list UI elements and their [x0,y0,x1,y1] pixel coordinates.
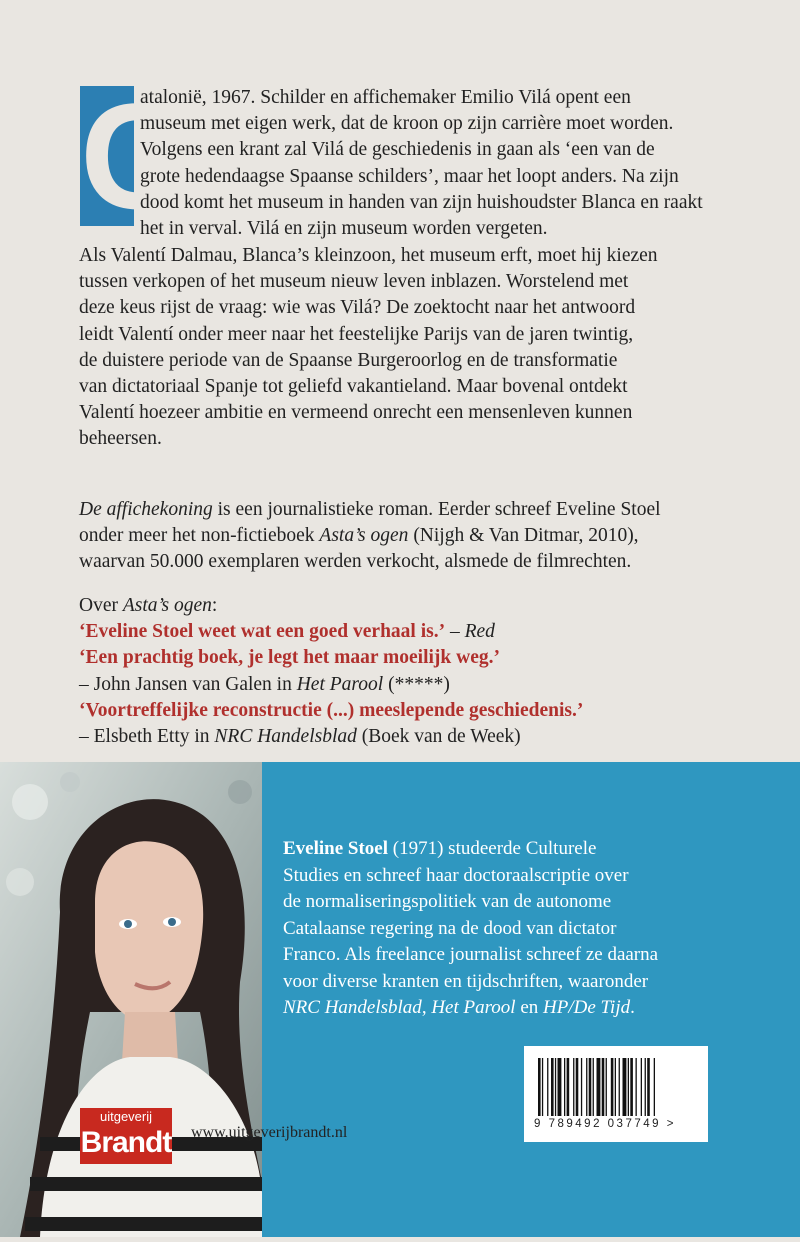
text-line: Volgens een krant zal Vilá de geschiedenis in gaan als ‘een van de [140,139,655,161]
reviews-intro [79,593,779,619]
publication-name: Het Parool [431,997,516,1018]
text-span: (1971) studeerde Culturele [388,838,597,859]
reviews-block [79,593,779,750]
text-line: Valentí hoezeer ambitie en vermeend onrecht een mensenleven kunnen [79,402,633,424]
text-line: leidt Valentí onder meer naar het feestelijke Parijs van de jaren twintig, [79,323,634,345]
text-line: dood komt het museum in handen van zijn huishoudster Blanca en raakt [140,191,703,213]
text-line: tussen verkopen of het museum nieuw leven inblazen. Worstelend met [79,271,629,293]
text-line: Als Valentí Dalmau, Blanca’s kleinzoon, het museum erft, moet hij kiezen [79,245,658,266]
text-span: – John Jansen van Galen in [79,673,297,695]
author-name: Eveline Stoel [283,838,389,859]
text-line [283,995,783,1022]
quote-source: Het Parool [296,673,384,695]
text-span: (Boek van de Week) [356,726,521,748]
text-line: de duistere periode van de Spaanse Burgeroorlog en de transformatie [79,349,618,371]
barcode-bars [534,1058,698,1116]
text-span: Over [79,595,123,616]
review-quote: ‘Voortreffelijke reconstructie (...) meeslepende geschiedenis.’ [79,699,584,721]
text-span: en [515,997,544,1018]
text-span: (*****) [383,673,450,695]
text-line: waarvan 50.000 exemplaren werden verkocht, alsmede de filmrechten. [79,551,632,573]
book-title: Asta’s ogen [122,595,212,616]
review-quote [79,619,779,645]
text-span: – Elsbeth Etty in [79,726,215,748]
description-paragraph-1 [140,85,780,242]
text-span: is een journalistieke roman. Eerder schreef Eveline Stoel [212,499,661,520]
text-line [283,836,783,863]
quote-attribution [79,724,779,750]
text-line: Catalaanse regering na de dood van dictator [283,917,617,939]
text-line: atalonië, 1967. Schilder en affichemaker Emilio Vilá opent een [140,87,631,108]
text-line: Studies en schreef haar doctoraalscriptie over [283,864,629,886]
book-title: De affichekoning [79,499,213,520]
text-line: museum met eigen werk, dat de kroon op zijn carrière moet worden. [140,113,674,135]
text-line: deze keus rijst de vraag: wie was Vilá? De zoektocht naar het antwoord [79,297,636,319]
drop-cap: C [80,72,189,240]
publication-name: NRC Handelsblad [283,997,422,1018]
author-bio [283,836,783,1022]
publisher-logo [80,1108,172,1164]
text-line [79,523,779,549]
text-span: – [445,621,465,643]
publisher-url: www.uitgeverijbrandt.nl [191,1124,348,1141]
about-paragraph [79,497,779,576]
text-line: Franco. Als freelance journalist schreef ze daarna [283,944,659,965]
text-line [79,497,779,523]
author-photo [0,762,262,1237]
text-span: (Nijgh & Van Ditmar, 2010), [408,525,639,547]
quote-text: ‘Eveline Stoel weet wat een goed verhaal is.’ [79,621,446,643]
text-line: van dictatoriaal Spanje tot geliefd vakantieland. Maar bovenal ontdekt [79,376,628,398]
book-title: Asta’s ogen [319,525,409,547]
author-portrait-illustration [0,762,262,1237]
quote-source: NRC Handelsblad [214,726,357,748]
barcode [524,1046,708,1142]
text-span: onder meer het non-fictieboek [79,525,320,547]
text-line: grote hedendaagse Spaanse schilders’, maar het loopt anders. Na zijn [140,165,679,187]
text-span: , [421,997,432,1018]
publication-name: HP/De Tijd [543,997,631,1018]
text-line: beheersen. [79,428,162,450]
quote-source: Red [464,621,495,643]
description-paragraph-2 [79,243,779,453]
isbn-number: 9 789492 037749 > [534,1118,676,1130]
logo-main-text: Brandt [80,1126,172,1159]
quote-attribution [79,672,779,698]
text-span: . [630,997,635,1018]
review-quote: ‘Een prachtig boek, je legt het maar moeilijk weg.’ [79,647,500,669]
text-line: het in verval. Vilá en zijn museum worden vergeten. [140,218,548,240]
text-line: voor diverse kranten en tijdschriften, waaronder [283,970,649,992]
text-line: de normaliseringspolitiek van de autonome [283,891,612,912]
logo-top-text: uitgeverij [99,1109,153,1124]
text-span: : [211,595,218,616]
